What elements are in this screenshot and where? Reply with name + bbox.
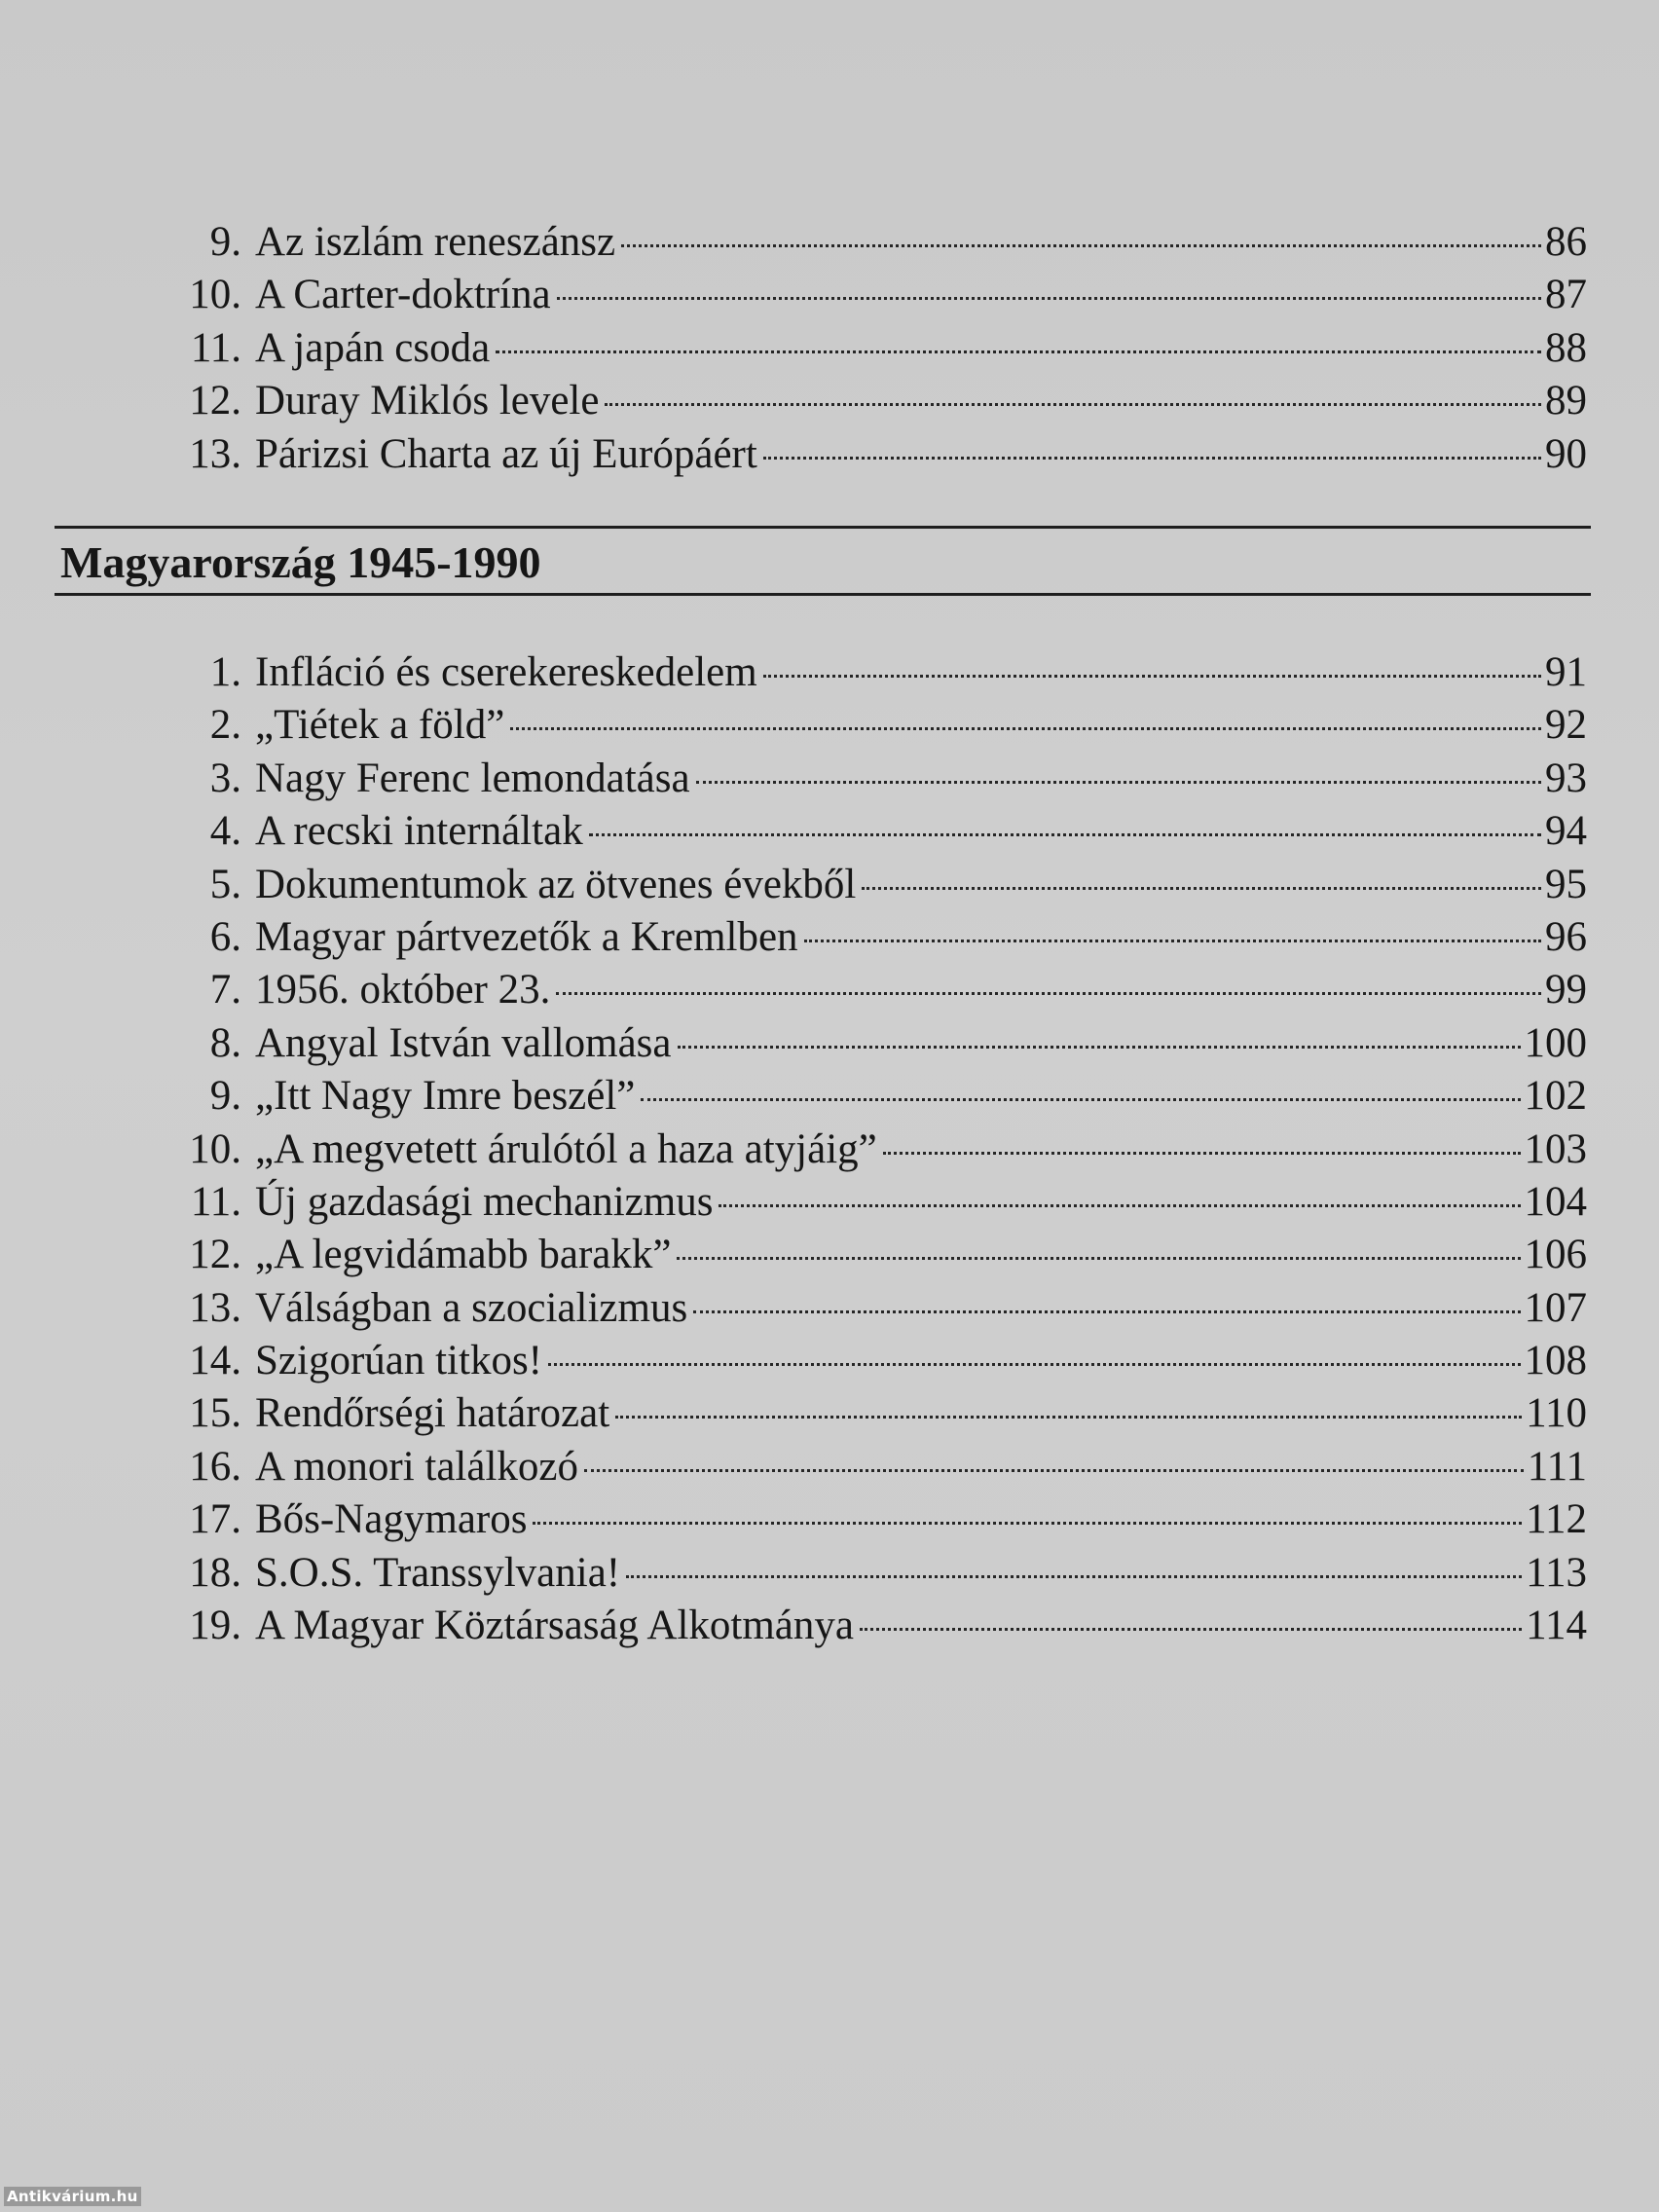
section-rule-bottom xyxy=(55,593,1591,596)
toc-entry xyxy=(171,1335,1587,1387)
toc-entry-title: A monori találkozó xyxy=(255,1443,578,1490)
toc-entry-number: 10. xyxy=(189,272,241,318)
toc-entry-title: „A megvetett árulótól a haza atyjáig” xyxy=(255,1125,877,1172)
toc-entry-page: 91 xyxy=(1545,649,1587,695)
dot-leader xyxy=(496,350,1541,353)
dot-leader xyxy=(584,1469,1524,1472)
toc-entry-title: „Tiétek a föld” xyxy=(255,702,505,749)
dot-leader xyxy=(883,1152,1521,1155)
toc-entry-title: Nagy Ferenc lemondatása xyxy=(255,755,690,801)
toc-entry-page: 100 xyxy=(1524,1019,1587,1066)
toc-entry-number: 16. xyxy=(189,1443,241,1490)
dot-leader xyxy=(641,1098,1520,1101)
dot-leader xyxy=(804,940,1541,942)
toc-entry-page: 110 xyxy=(1526,1390,1587,1437)
toc-entry-number: 6. xyxy=(209,913,241,960)
toc-entry xyxy=(171,859,1587,911)
dot-leader xyxy=(696,781,1541,784)
toc-entry-title: Szigorúan titkos! xyxy=(255,1338,542,1384)
toc-entry-number: 12. xyxy=(189,1232,241,1278)
toc-entry-page: 112 xyxy=(1526,1496,1587,1543)
toc-entry xyxy=(171,699,1587,752)
toc-entry xyxy=(171,322,1587,375)
toc-entry-number: 5. xyxy=(209,861,241,907)
dot-leader xyxy=(862,887,1541,890)
toc-entry-title: 1956. október 23. xyxy=(255,967,551,1014)
toc-entry-title: Magyar pártvezetők a Kremlben xyxy=(255,913,798,960)
toc-entry-title: Új gazdasági mechanizmus xyxy=(255,1178,714,1225)
toc-entry xyxy=(171,375,1587,427)
toc-entry-page: 90 xyxy=(1545,430,1587,477)
toc-entry xyxy=(171,1547,1587,1600)
toc-entry-number: 1. xyxy=(209,649,241,695)
dot-leader xyxy=(533,1522,1522,1525)
toc-entry-page: 92 xyxy=(1545,702,1587,749)
toc-entry xyxy=(171,216,1587,269)
toc-entry-page: 89 xyxy=(1545,378,1587,424)
toc-entry-page: 94 xyxy=(1545,808,1587,855)
toc-entry xyxy=(171,646,1587,699)
toc-entry-number: 8. xyxy=(209,1019,241,1066)
toc-entry-page: 99 xyxy=(1545,967,1587,1014)
toc-entry-number: 17. xyxy=(189,1496,241,1543)
toc-entry xyxy=(171,805,1587,858)
dot-leader xyxy=(626,1575,1522,1578)
toc-entry-page: 87 xyxy=(1545,272,1587,318)
toc-list-part2 xyxy=(171,646,1587,1652)
toc-entry-page: 102 xyxy=(1524,1073,1587,1120)
toc-entry xyxy=(171,1387,1587,1440)
toc-entry-title: Angyal István vallomása xyxy=(255,1019,672,1066)
toc-entry-number: 7. xyxy=(209,967,241,1014)
toc-entry-number: 14. xyxy=(189,1338,241,1384)
toc-entry-title: A japán csoda xyxy=(255,324,491,371)
toc-entry-number: 13. xyxy=(189,1284,241,1331)
toc-entry-number: 15. xyxy=(189,1390,241,1437)
toc-entry-page: 104 xyxy=(1524,1178,1587,1225)
toc-entry-title: Duray Miklós levele xyxy=(255,378,600,424)
toc-entry-number: 11. xyxy=(190,324,241,371)
toc-entry-title: A Carter-doktrína xyxy=(255,272,551,318)
toc-entry-number: 3. xyxy=(209,755,241,801)
toc-entry xyxy=(171,911,1587,964)
toc-entry-number: 4. xyxy=(209,808,241,855)
toc-entry-page: 103 xyxy=(1524,1125,1587,1172)
dot-leader xyxy=(557,297,1541,300)
toc-entry-number: 9. xyxy=(209,219,241,265)
toc-entry xyxy=(171,1493,1587,1546)
watermark: Antikvárium.hu xyxy=(4,2187,141,2206)
dot-leader xyxy=(693,1310,1520,1313)
dot-leader xyxy=(589,833,1541,836)
toc-entry xyxy=(171,1176,1587,1229)
toc-entry-number: 12. xyxy=(189,378,241,424)
toc-entry xyxy=(171,1017,1587,1070)
toc-entry xyxy=(171,1070,1587,1123)
toc-entry-title: Párizsi Charta az új Európáért xyxy=(255,430,757,477)
toc-entry-number: 13. xyxy=(189,430,241,477)
toc-entry-number: 18. xyxy=(189,1549,241,1596)
toc-entry-page: 93 xyxy=(1545,755,1587,801)
dot-leader xyxy=(763,457,1541,460)
toc-entry-title: A Magyar Köztársaság Alkotmánya xyxy=(255,1603,854,1649)
toc-entry-number: 19. xyxy=(189,1603,241,1649)
toc-entry-page: 107 xyxy=(1524,1284,1587,1331)
dot-leader xyxy=(677,1257,1520,1260)
dot-leader xyxy=(556,992,1541,995)
toc-entry-page: 95 xyxy=(1545,861,1587,907)
toc-entry-page: 86 xyxy=(1545,219,1587,265)
toc-entry-title: S.O.S. Transsylvania! xyxy=(255,1549,621,1596)
toc-entry-page: 111 xyxy=(1527,1443,1587,1490)
section-heading: Magyarország 1945-1990 xyxy=(60,537,541,587)
toc-entry-title: Infláció és cserekereskedelem xyxy=(255,649,757,695)
dot-leader xyxy=(763,675,1541,678)
toc-entry-title: Dokumentumok az ötvenes évekből xyxy=(255,861,857,907)
toc-entry-page: 113 xyxy=(1526,1549,1587,1596)
toc-entry xyxy=(171,1124,1587,1176)
toc-entry xyxy=(171,1282,1587,1335)
toc-entry-title: „A legvidámabb barakk” xyxy=(255,1232,672,1278)
toc-entry xyxy=(171,753,1587,805)
toc-entry-page: 114 xyxy=(1526,1603,1587,1649)
dot-leader xyxy=(510,727,1541,730)
toc-entry-title: Az iszlám reneszánsz xyxy=(255,219,616,265)
toc-entry-number: 11. xyxy=(190,1178,241,1225)
toc-entry xyxy=(171,1441,1587,1493)
toc-entry-title: A recski internáltak xyxy=(255,808,583,855)
toc-entry-page: 96 xyxy=(1545,913,1587,960)
toc-entry xyxy=(171,428,1587,481)
toc-entry-title: „Itt Nagy Imre beszél” xyxy=(255,1073,636,1120)
dot-leader xyxy=(615,1416,1522,1419)
toc-entry xyxy=(171,1229,1587,1281)
toc-entry-title: Rendőrségi határozat xyxy=(255,1390,610,1437)
dot-leader xyxy=(621,244,1541,247)
toc-entry-title: Bős-Nagymaros xyxy=(255,1496,528,1543)
dot-leader xyxy=(678,1046,1521,1049)
dot-leader xyxy=(719,1204,1520,1207)
toc-entry-number: 10. xyxy=(189,1125,241,1172)
toc-entry-title: Válságban a szocializmus xyxy=(255,1284,688,1331)
toc-entry-page: 108 xyxy=(1524,1338,1587,1384)
toc-entry-number: 9. xyxy=(209,1073,241,1120)
toc-entry-number: 2. xyxy=(209,702,241,749)
dot-leader xyxy=(548,1363,1521,1366)
toc-entry xyxy=(171,1600,1587,1652)
toc-entry xyxy=(171,269,1587,321)
dot-leader xyxy=(860,1628,1522,1631)
toc-entry-page: 88 xyxy=(1545,324,1587,371)
dot-leader xyxy=(605,403,1541,406)
toc-entry-page: 106 xyxy=(1524,1232,1587,1278)
toc-entry xyxy=(171,964,1587,1016)
section-rule-top xyxy=(55,526,1591,529)
toc-list-part1 xyxy=(171,216,1587,481)
